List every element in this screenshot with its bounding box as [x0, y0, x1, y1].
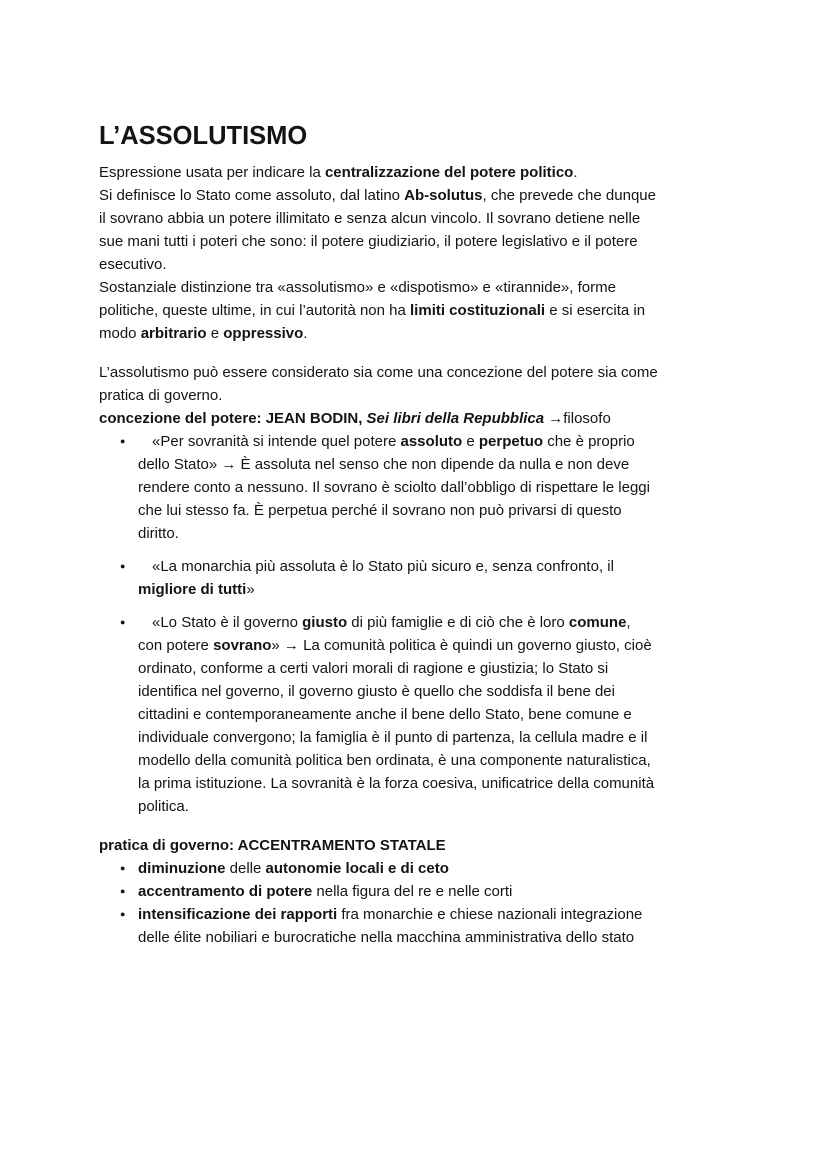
text-run: ordinato, conforme a certi valori morali di ragione e giustizia; lo Stato si [138, 660, 609, 677]
text-run: fra monarchie e chiese nazionali integrazione [337, 906, 643, 923]
text-run: individuale convergono; la famiglia è il punto di partenza, la cellula madre e il [138, 729, 648, 746]
text-run: «Per sovranità si intende quel potere [152, 433, 401, 450]
paragraph-distinction [99, 276, 754, 345]
emphasized-text: pratica di governo: ACCENTRAMENTO STATALE [99, 837, 446, 854]
paragraph-intro [99, 161, 754, 184]
text-run: nella figura del re e nelle corti [312, 883, 513, 900]
heading-pratica [99, 834, 754, 857]
bullet-text [138, 614, 654, 815]
text-run: la prima istituzione. La sovranità è la forza coesiva, unificatrice della comunità [138, 775, 655, 792]
bullet-icon: ● [120, 863, 126, 873]
bullet-item [99, 857, 754, 880]
text-run: Si definisce lo Stato come assoluto, dal latino [99, 187, 405, 204]
text-run: di più famiglie e di ciò che è loro [347, 614, 569, 631]
bullet-icon: ● [120, 617, 126, 627]
text-run: il sovrano abbia un potere illimitato e senza alcun vincolo. Il sovrano detiene nelle [99, 210, 641, 227]
text-run: con potere [138, 637, 214, 654]
bullet-text [138, 883, 512, 900]
emphasized-text: giusto [302, 614, 348, 631]
text-run: cittadini e contemporaneamente anche il bene dello Stato, bene comune e [138, 706, 632, 723]
document-content [99, 121, 754, 949]
heading-concezione [99, 407, 754, 430]
text-run: e [206, 325, 224, 342]
text-run: modello della comunità politica ben ordinata, è una componente naturalistica, [138, 752, 651, 769]
emphasized-text: limiti costituzionali [410, 302, 546, 319]
text-run: che lui stesso fa. È perpetua perché il sovrano non può privarsi di questo [138, 502, 622, 519]
emphasized-text: arbitrario [140, 325, 207, 342]
text-run: delle [225, 860, 266, 877]
text-run: pratica di governo. [99, 387, 223, 404]
text-run: e [462, 433, 479, 450]
emphasized-text: concezione del potere: JEAN BODIN, [99, 410, 367, 427]
emphasized-text: accentramento di potere [138, 883, 313, 900]
text-run: diritto. [138, 525, 179, 542]
text-run: . [573, 164, 578, 181]
text-run: delle élite nobiliari e burocratiche nella macchina amministrativa dello stato [138, 929, 635, 946]
text-run: Sostanziale distinzione tra «assolutismo» e «dispotismo» e «tirannide», forme [99, 279, 616, 296]
list-bodin-quotes [99, 430, 754, 818]
text-run: . [303, 325, 308, 342]
text-run: identifica nel governo, il governo giusto è quello che soddisfa il bene dei [138, 683, 615, 700]
bullet-item [99, 555, 754, 601]
text-run: «La monarchia più assoluta è lo Stato più sicuro e, senza confronto, il [152, 558, 614, 575]
emphasized-text: comune [568, 614, 627, 631]
document-body [99, 161, 754, 949]
bullet-icon: ● [120, 561, 126, 571]
paragraph-definition [99, 184, 754, 276]
list-accentramento [99, 857, 754, 949]
text-run: →filosofo [544, 410, 611, 427]
paragraph-spacer [99, 818, 754, 834]
text-run: » [246, 581, 255, 598]
bullet-item [99, 611, 754, 818]
bullet-text [138, 860, 449, 877]
page-title: L’ASSOLUTISMO [99, 122, 308, 150]
text-run: sue mani tutti i poteri che sono: il potere giudiziario, il potere legislativo e il potere [99, 233, 638, 250]
text-run: «Lo Stato è il governo [152, 614, 303, 631]
bullet-icon: ● [120, 909, 126, 919]
bullet-item [99, 903, 754, 949]
bullet-icon: ● [120, 886, 126, 896]
text-run: modo [99, 325, 141, 342]
emphasized-text: assoluto [400, 433, 463, 450]
emphasized-text: sovrano [213, 637, 272, 654]
bullet-icon: ● [120, 436, 126, 446]
paragraph-overview [99, 361, 754, 407]
emphasized-text: Ab-solutus [404, 187, 483, 204]
text-run: politiche, queste ultime, in cui l’autorità non ha [99, 302, 411, 319]
bullet-text [138, 558, 614, 598]
text-run: Espressione usata per indicare la [99, 164, 325, 181]
emphasized-text: migliore di tutti [138, 581, 247, 598]
text-run: , che prevede che dunque [482, 187, 656, 204]
text-run: L’assolutismo può essere considerato sia come una concezione del potere sia come [99, 364, 658, 381]
text-run: politica. [138, 798, 189, 815]
emphasized-text: oppressivo [223, 325, 304, 342]
text-run: » → La comunità politica è quindi un governo giusto, cioè [271, 637, 652, 654]
text-run: rendere conto a nessuno. Il sovrano è sciolto dall’obbligo di rispettare le leggi [138, 479, 650, 496]
emphasized-text: autonomie locali e di ceto [265, 860, 449, 877]
text-run: esecutivo. [99, 256, 167, 273]
bullet-item [99, 880, 754, 903]
emphasized-text: centralizzazione del potere politico [324, 164, 574, 181]
emphasized-text: perpetuo [478, 433, 544, 450]
text-run: dello Stato» → È assoluta nel senso che non dipende da nulla e non deve [138, 456, 630, 473]
text-run: e si esercita in [545, 302, 646, 319]
emphasized-text: intensificazione dei rapporti [138, 906, 338, 923]
bullet-text [138, 906, 642, 946]
emphasized-text: diminuzione [138, 860, 226, 877]
emphasized-text: Sei libri della Repubblica [366, 410, 545, 427]
text-run: che è proprio [543, 433, 635, 450]
bullet-item [99, 430, 754, 545]
bullet-text [138, 433, 650, 542]
paragraph-spacer [99, 345, 754, 361]
text-run: , [626, 614, 631, 631]
